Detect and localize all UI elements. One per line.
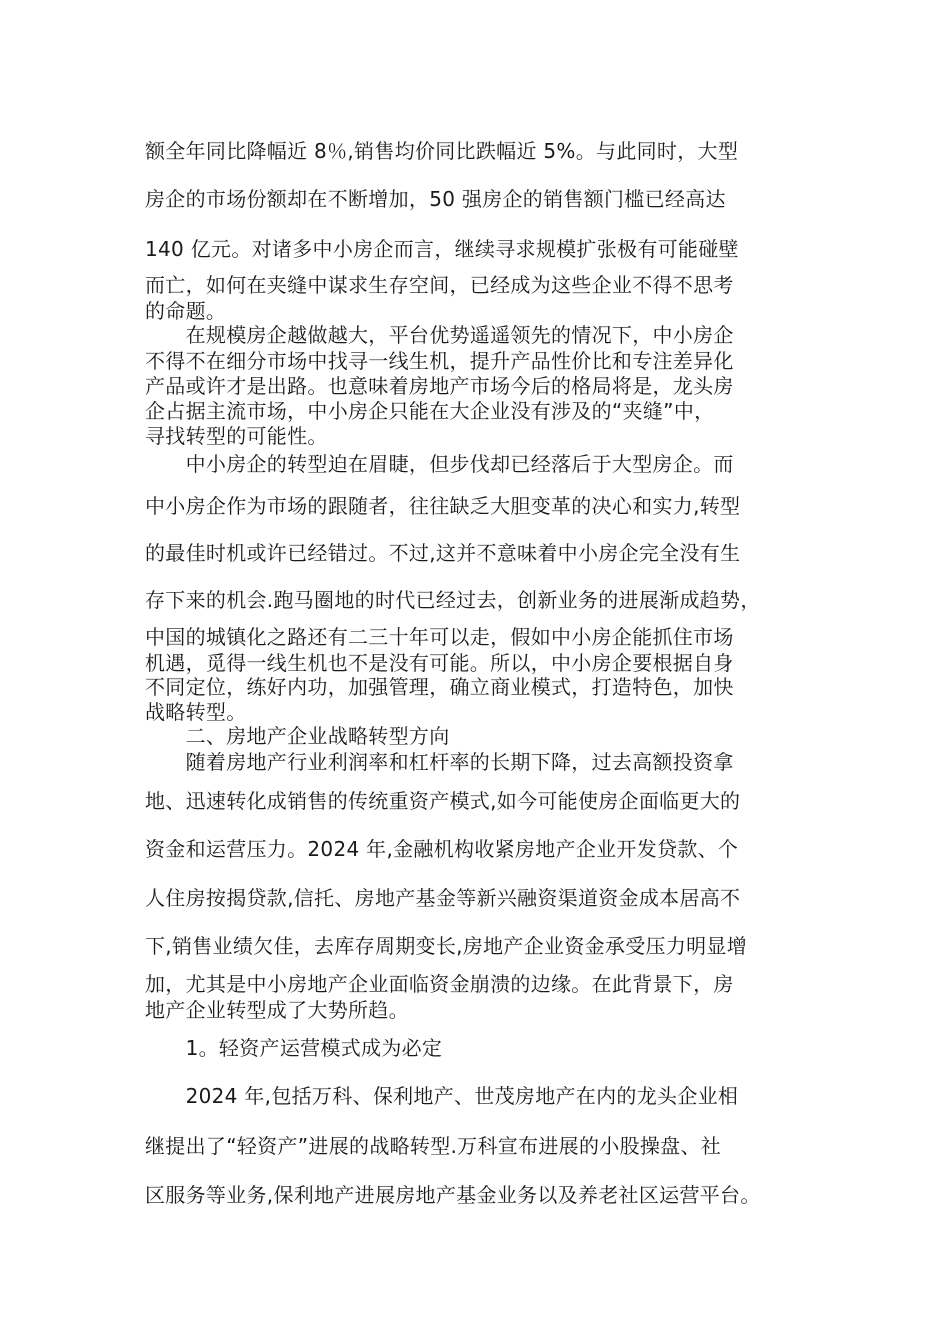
text-line: 随着房地产行业利润率和杠杆率的长期下降，过去高额投资拿 (145, 750, 734, 774)
text-line: 在规模房企越做越大，平台优势遥遥领先的情况下，中小房企 (145, 323, 734, 347)
text-line: 不得不在细分市场中找寻一线生机，提升产品性价比和专注差异化 (145, 349, 734, 373)
section-heading: 二、房地产企业战略转型方向 (145, 724, 450, 748)
text-line: 产品或许才是出路。也意味着房地产市场今后的格局将是，龙头房 (145, 374, 734, 398)
text-line: 继提出了“轻资产”进展的战略转型.万科宣布进展的小股操盘、社 (145, 1134, 722, 1158)
text-line: 中国的城镇化之路还有二三十年可以走，假如中小房企能抓住市场 (145, 625, 734, 649)
text-line: 的命题。 (145, 299, 227, 323)
text-line: 区服务等业务,保利地产进展房地产基金业务以及养老社区运营平台。 (145, 1183, 761, 1207)
text-line: 而亡，如何在夹缝中谋求生存空间，已经成为这些企业不得不思考 (145, 273, 734, 297)
text-line: 2024 年,包括万科、保利地产、世茂房地产在内的龙头企业相 (145, 1084, 739, 1108)
text-line: 寻找转型的可能性。 (145, 424, 328, 448)
text-line: 战略转型。 (145, 700, 247, 724)
subsection-heading: 1。轻资产运营模式成为必定 (145, 1036, 443, 1060)
text-line: 中小房企的转型迫在眉睫，但步伐却已经落后于大型房企。而 (145, 452, 734, 476)
text-line: 下,销售业绩欠佳，去库存周期变长,房地产企业资金承受压力明显增 (145, 934, 748, 958)
text-line: 企占据主流市场，中小房企只能在大企业没有涉及的“夹缝”中， (145, 399, 715, 423)
text-line: 房企的市场份额却在不断增加，50 强房企的销售额门槛已经高达 (145, 187, 726, 211)
text-line: 额全年同比降幅近 8％,销售均价同比跌幅近 5%。与此同时，大型 (145, 139, 739, 163)
text-line: 存下来的机会.跑马圈地的时代已经过去，创新业务的进展渐成趋势， (145, 588, 761, 612)
text-line: 人住房按揭贷款,信托、房地产基金等新兴融资渠道资金成本居高不 (145, 886, 741, 910)
text-line: 加，尤其是中小房地产企业面临资金崩溃的边缘。在此背景下，房 (145, 972, 734, 996)
text-line: 的最佳时机或许已经错过。不过,这并不意味着中小房企完全没有生 (145, 541, 741, 565)
text-line: 地、迅速转化成销售的传统重资产模式,如今可能使房企面临更大的 (145, 789, 741, 813)
text-line: 机遇，觅得一线生机也不是没有可能。所以，中小房企要根据自身 (145, 651, 734, 675)
text-line: 地产企业转型成了大势所趋。 (145, 998, 409, 1022)
text-line: 不同定位，练好内功，加强管理，确立商业模式，打造特色，加快 (145, 675, 734, 699)
text-line: 资金和运营压力。2024 年,金融机构收紧房地产企业开发贷款、个 (145, 837, 739, 861)
text-line: 中小房企作为市场的跟随者，往往缺乏大胆变革的决心和实力,转型 (145, 494, 741, 518)
text-line: 140 亿元。对诸多中小房企而言，继续寻求规模扩张极有可能碰壁 (145, 237, 739, 261)
